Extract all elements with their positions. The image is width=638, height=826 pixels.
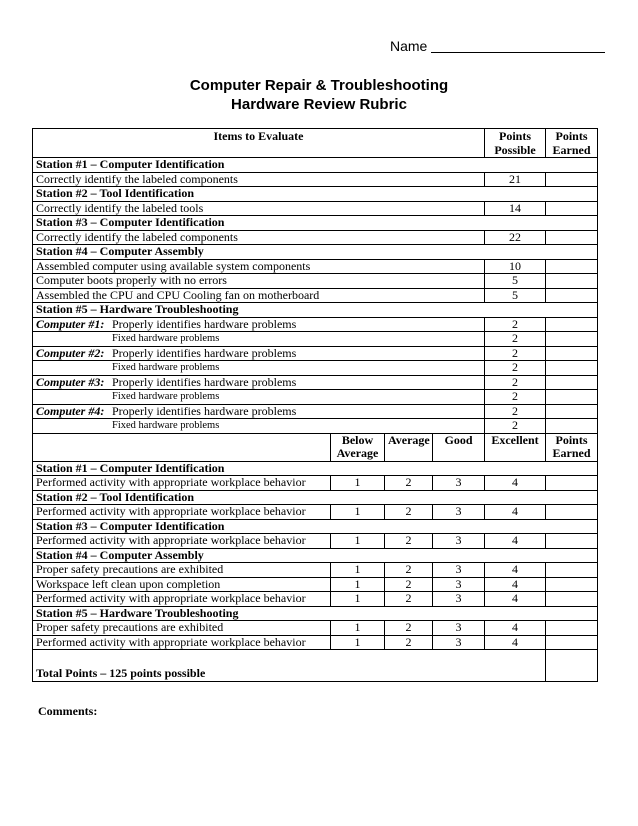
table-row: Workspace left clean upon completion 1 2 3 4 bbox=[33, 577, 598, 592]
total-row bbox=[33, 650, 598, 682]
points-earned-cell[interactable] bbox=[546, 288, 598, 303]
total-points-label: Total Points – 125 points possible bbox=[33, 650, 546, 682]
table-row: Computer #3: Properly identifies hardware problems 2 bbox=[33, 375, 598, 390]
points-earned-cell[interactable] bbox=[546, 201, 598, 216]
points-earned-cell[interactable] bbox=[546, 419, 598, 434]
points-earned-cell[interactable] bbox=[546, 635, 598, 650]
computer-label: Computer #4: bbox=[36, 404, 105, 418]
section-row: Station #4 – Computer Assembly bbox=[33, 548, 598, 563]
computer-label: Computer #1: bbox=[36, 317, 105, 331]
section-row: Station #2 – Tool Identification bbox=[33, 187, 598, 202]
comments-label: Comments: bbox=[38, 704, 98, 718]
table-row: Computer boots properly with no errors 5 bbox=[33, 274, 598, 289]
points-earned-cell[interactable] bbox=[546, 361, 598, 376]
table-row: Computer #2: Properly identifies hardware problems 2 bbox=[33, 346, 598, 361]
points-earned-cell[interactable] bbox=[546, 375, 598, 390]
table-row: Performed activity with appropriate workplace behavior 1 2 3 4 bbox=[33, 505, 598, 520]
name-blank-line[interactable] bbox=[431, 38, 605, 53]
level-excellent: Excellent bbox=[485, 433, 546, 461]
table-row: Fixed hardware problems 2 bbox=[33, 419, 598, 434]
section-row: Station #2 – Tool Identification bbox=[33, 490, 598, 505]
table-row: Fixed hardware problems 2 bbox=[33, 361, 598, 376]
section-row: Station #5 – Hardware Troubleshooting bbox=[33, 606, 598, 621]
points-earned-cell[interactable] bbox=[546, 274, 598, 289]
total-points-earned-cell[interactable] bbox=[546, 650, 598, 682]
table-row: Computer #4: Properly identifies hardware problems 2 bbox=[33, 404, 598, 419]
table-row: Fixed hardware problems 2 bbox=[33, 332, 598, 347]
section-row: Station #1 – Computer Identification bbox=[33, 158, 598, 173]
header-points-possible: Points Possible bbox=[485, 129, 546, 158]
table-row: Proper safety precautions are exhibited 1 2 3 4 bbox=[33, 621, 598, 636]
levels-header-row bbox=[33, 433, 598, 461]
page-title bbox=[0, 76, 638, 114]
section-row: Station #5 – Hardware Troubleshooting bbox=[33, 303, 598, 318]
points-earned-cell[interactable] bbox=[546, 346, 598, 361]
table-row: Performed activity with appropriate workplace behavior 1 2 3 4 bbox=[33, 592, 598, 607]
name-label: Name bbox=[390, 38, 428, 54]
points-earned-cell[interactable] bbox=[546, 230, 598, 245]
table-row: Performed activity with appropriate workplace behavior 1 2 3 4 bbox=[33, 534, 598, 549]
table-row: Proper safety precautions are exhibited 1 2 3 4 bbox=[33, 563, 598, 578]
computer-label: Computer #3: bbox=[36, 375, 105, 389]
table-row: Performed activity with appropriate workplace behavior 1 2 3 4 bbox=[33, 476, 598, 491]
computer-label: Computer #2: bbox=[36, 346, 105, 360]
title-line-2: Hardware Review Rubric bbox=[231, 96, 407, 113]
points-earned-cell[interactable] bbox=[546, 259, 598, 274]
table-row: Correctly identify the labeled components 22 bbox=[33, 230, 598, 245]
table-row: Correctly identify the labeled tools 14 bbox=[33, 201, 598, 216]
table-row: Assembled the CPU and CPU Cooling fan on motherboard 5 bbox=[33, 288, 598, 303]
points-earned-cell[interactable] bbox=[546, 621, 598, 636]
level-below-average: Below Average bbox=[331, 433, 385, 461]
table-row: Performed activity with appropriate workplace behavior 1 2 3 4 bbox=[33, 635, 598, 650]
points-earned-cell[interactable] bbox=[546, 332, 598, 347]
header-points-earned: Points Earned bbox=[546, 129, 598, 158]
points-earned-cell[interactable] bbox=[546, 476, 598, 491]
level-average: Average bbox=[385, 433, 433, 461]
points-earned-cell[interactable] bbox=[546, 172, 598, 187]
section-row: Station #1 – Computer Identification bbox=[33, 461, 598, 476]
table-row: Assembled computer using available system components 10 bbox=[33, 259, 598, 274]
points-earned-cell[interactable] bbox=[546, 390, 598, 405]
points-earned-cell[interactable] bbox=[546, 534, 598, 549]
table-row: Fixed hardware problems 2 bbox=[33, 390, 598, 405]
table-row: Correctly identify the labeled components 21 bbox=[33, 172, 598, 187]
table-row: Computer #1: Properly identifies hardware problems 2 bbox=[33, 317, 598, 332]
points-earned-cell[interactable] bbox=[546, 317, 598, 332]
points-earned-cell[interactable] bbox=[546, 577, 598, 592]
name-field bbox=[390, 38, 605, 54]
table-header-row bbox=[33, 129, 598, 158]
title-line-1: Computer Repair & Troubleshooting bbox=[189, 77, 449, 94]
points-earned-cell[interactable] bbox=[546, 505, 598, 520]
level-good: Good bbox=[433, 433, 485, 461]
level-points-earned: Points Earned bbox=[546, 433, 598, 461]
points-earned-cell[interactable] bbox=[546, 404, 598, 419]
rubric-table bbox=[32, 128, 598, 682]
section-row: Station #3 – Computer Identification bbox=[33, 216, 598, 231]
points-earned-cell[interactable] bbox=[546, 592, 598, 607]
section-row: Station #3 – Computer Identification bbox=[33, 519, 598, 534]
section-row: Station #4 – Computer Assembly bbox=[33, 245, 598, 260]
header-items: Items to Evaluate bbox=[33, 129, 485, 158]
points-earned-cell[interactable] bbox=[546, 563, 598, 578]
